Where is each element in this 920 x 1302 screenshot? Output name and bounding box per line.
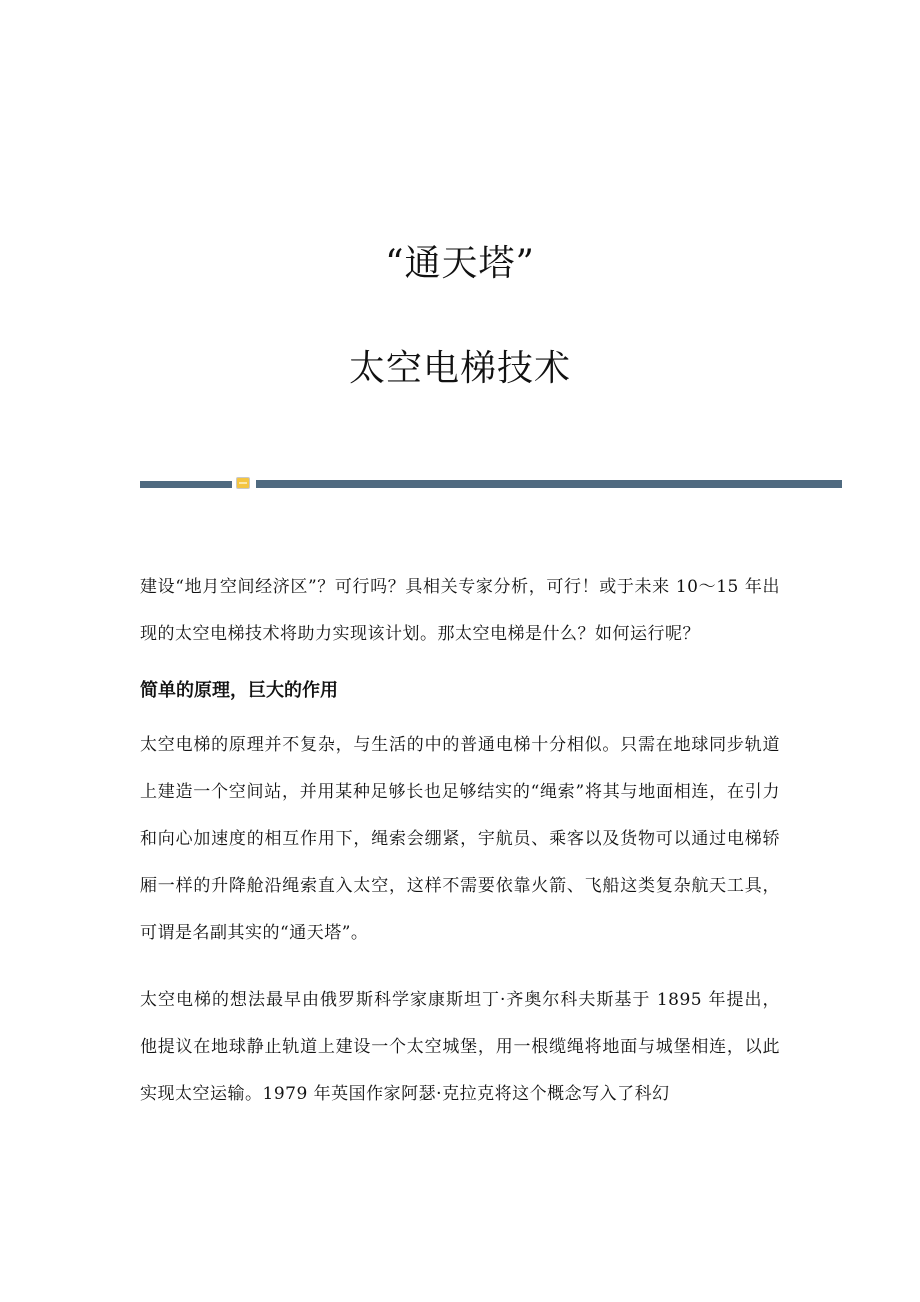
- divider-marker-icon: [236, 477, 250, 489]
- document-title: “通天塔”: [385, 243, 535, 285]
- intro-paragraph: 建设“地月空间经济区”？可行吗？具相关专家分析，可行！或于未来 10～15 年出现的太空电梯技术将助力实现该计划。那太空电梯是什么？如何运行呢？: [140, 577, 780, 644]
- section-heading: 简单的原理，巨大的作用: [140, 680, 338, 701]
- divider-bar-right: [256, 480, 842, 488]
- divider-bar-left: [140, 481, 232, 488]
- title-divider: [140, 474, 842, 492]
- history-paragraph: 太空电梯的想法最早由俄罗斯科学家康斯坦丁·齐奥尔科夫斯基于 1895 年提出，他提议在地球静止轨道上建设一个太空城堡，用一根缆绳将地面与城堡相连，以此实现太空运输。1979 年英国作家阿瑟·克拉克将这个概念写入了科幻: [140, 990, 780, 1104]
- principle-paragraph: 太空电梯的原理并不复杂，与生活的中的普通电梯十分相似。只需在地球同步轨道上建造一个空间站，并用某种足够长也足够结实的“绳索”将其与地面相连，在引力和向心加速度的相互作用下，绳索会绷紧，宇航员、乘客以及货物可以通过电梯轿厢一样的升降舱沿绳索直入太空，这样不需要依靠火箭、飞船这类复杂航天工具，可谓是名副其实的“通天塔”。: [140, 735, 780, 943]
- document-subtitle: 太空电梯技术: [348, 348, 571, 390]
